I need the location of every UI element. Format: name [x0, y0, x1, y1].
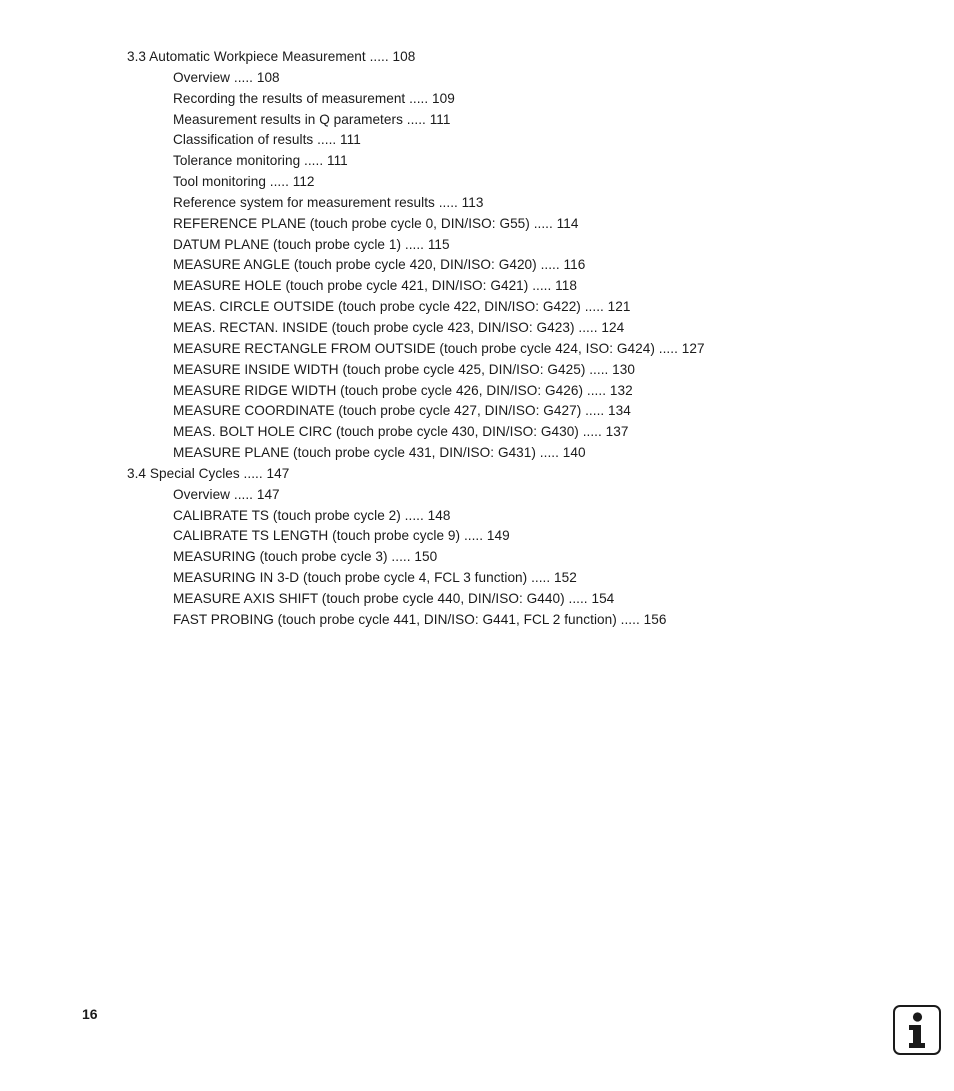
toc-entry[interactable]: CALIBRATE TS LENGTH (touch probe cycle 9) ..... 149 — [173, 528, 510, 544]
toc-entry[interactable]: Reference system for measurement results ..... 113 — [173, 194, 484, 210]
table-of-contents — [0, 47, 954, 631]
toc-entry[interactable]: Measurement results in Q parameters ..... 111 — [173, 111, 451, 127]
toc-entry[interactable]: MEAS. RECTAN. INSIDE (touch probe cycle 423, DIN/ISO: G423) ..... 124 — [173, 319, 625, 335]
toc-entry[interactable]: Tolerance monitoring ..... 111 — [173, 153, 348, 169]
toc-entry[interactable]: DATUM PLANE (touch probe cycle 1) ..... 115 — [173, 236, 450, 252]
toc-entry[interactable]: Recording the results of measurement ..... 109 — [173, 90, 455, 106]
info-glyph-icon — [895, 1007, 939, 1053]
toc-entry[interactable]: Overview ..... 147 — [173, 486, 280, 502]
toc-entry[interactable]: Overview ..... 108 — [173, 69, 280, 85]
page-number: 16 — [82, 1006, 98, 1022]
info-icon — [893, 1005, 941, 1055]
toc-entry[interactable]: MEASURE COORDINATE (touch probe cycle 427, DIN/ISO: G427) ..... 134 — [173, 403, 631, 419]
toc-entry[interactable]: MEAS. BOLT HOLE CIRC (touch probe cycle 430, DIN/ISO: G430) ..... 137 — [173, 424, 629, 440]
toc-entry[interactable]: MEAS. CIRCLE OUTSIDE (touch probe cycle 422, DIN/ISO: G422) ..... 121 — [173, 299, 631, 315]
toc-entry[interactable]: MEASURING (touch probe cycle 3) ..... 150 — [173, 549, 438, 565]
toc-entry[interactable]: MEASURING IN 3-D (touch probe cycle 4, FCL 3 function) ..... 152 — [173, 570, 577, 586]
toc-entry[interactable]: MEASURE HOLE (touch probe cycle 421, DIN/ISO: G421) ..... 118 — [173, 278, 577, 294]
toc-entry[interactable]: MEASURE INSIDE WIDTH (touch probe cycle 425, DIN/ISO: G425) ..... 130 — [173, 361, 636, 377]
toc-section-heading[interactable]: 3.3 Automatic Workpiece Measurement ..... 108 — [127, 49, 416, 64]
toc-entry[interactable]: MEASURE ANGLE (touch probe cycle 420, DIN/ISO: G420) ..... 116 — [173, 257, 586, 273]
toc-entry[interactable]: MEASURE RIDGE WIDTH (touch probe cycle 426, DIN/ISO: G426) ..... 132 — [173, 382, 633, 398]
toc-entry[interactable]: Tool monitoring ..... 112 — [173, 174, 315, 190]
toc-entry[interactable]: FAST PROBING (touch probe cycle 441, DIN/ISO: G441, FCL 2 function) ..... 156 — [173, 611, 667, 627]
toc-entry[interactable]: REFERENCE PLANE (touch probe cycle 0, DIN/ISO: G55) ..... 114 — [173, 215, 579, 231]
toc-entry[interactable]: MEASURE PLANE (touch probe cycle 431, DIN/ISO: G431) ..... 140 — [173, 445, 586, 461]
toc-entry[interactable]: Classification of results ..... 111 — [173, 132, 361, 148]
toc-entry[interactable]: MEASURE AXIS SHIFT (touch probe cycle 440, DIN/ISO: G440) ..... 154 — [173, 590, 615, 606]
toc-entry[interactable]: CALIBRATE TS (touch probe cycle 2) ..... 148 — [173, 507, 451, 523]
toc-section-heading[interactable]: 3.4 Special Cycles ..... 147 — [127, 465, 290, 481]
toc-entry[interactable]: MEASURE RECTANGLE FROM OUTSIDE (touch probe cycle 424, ISO: G424) ..... 127 — [173, 340, 705, 356]
